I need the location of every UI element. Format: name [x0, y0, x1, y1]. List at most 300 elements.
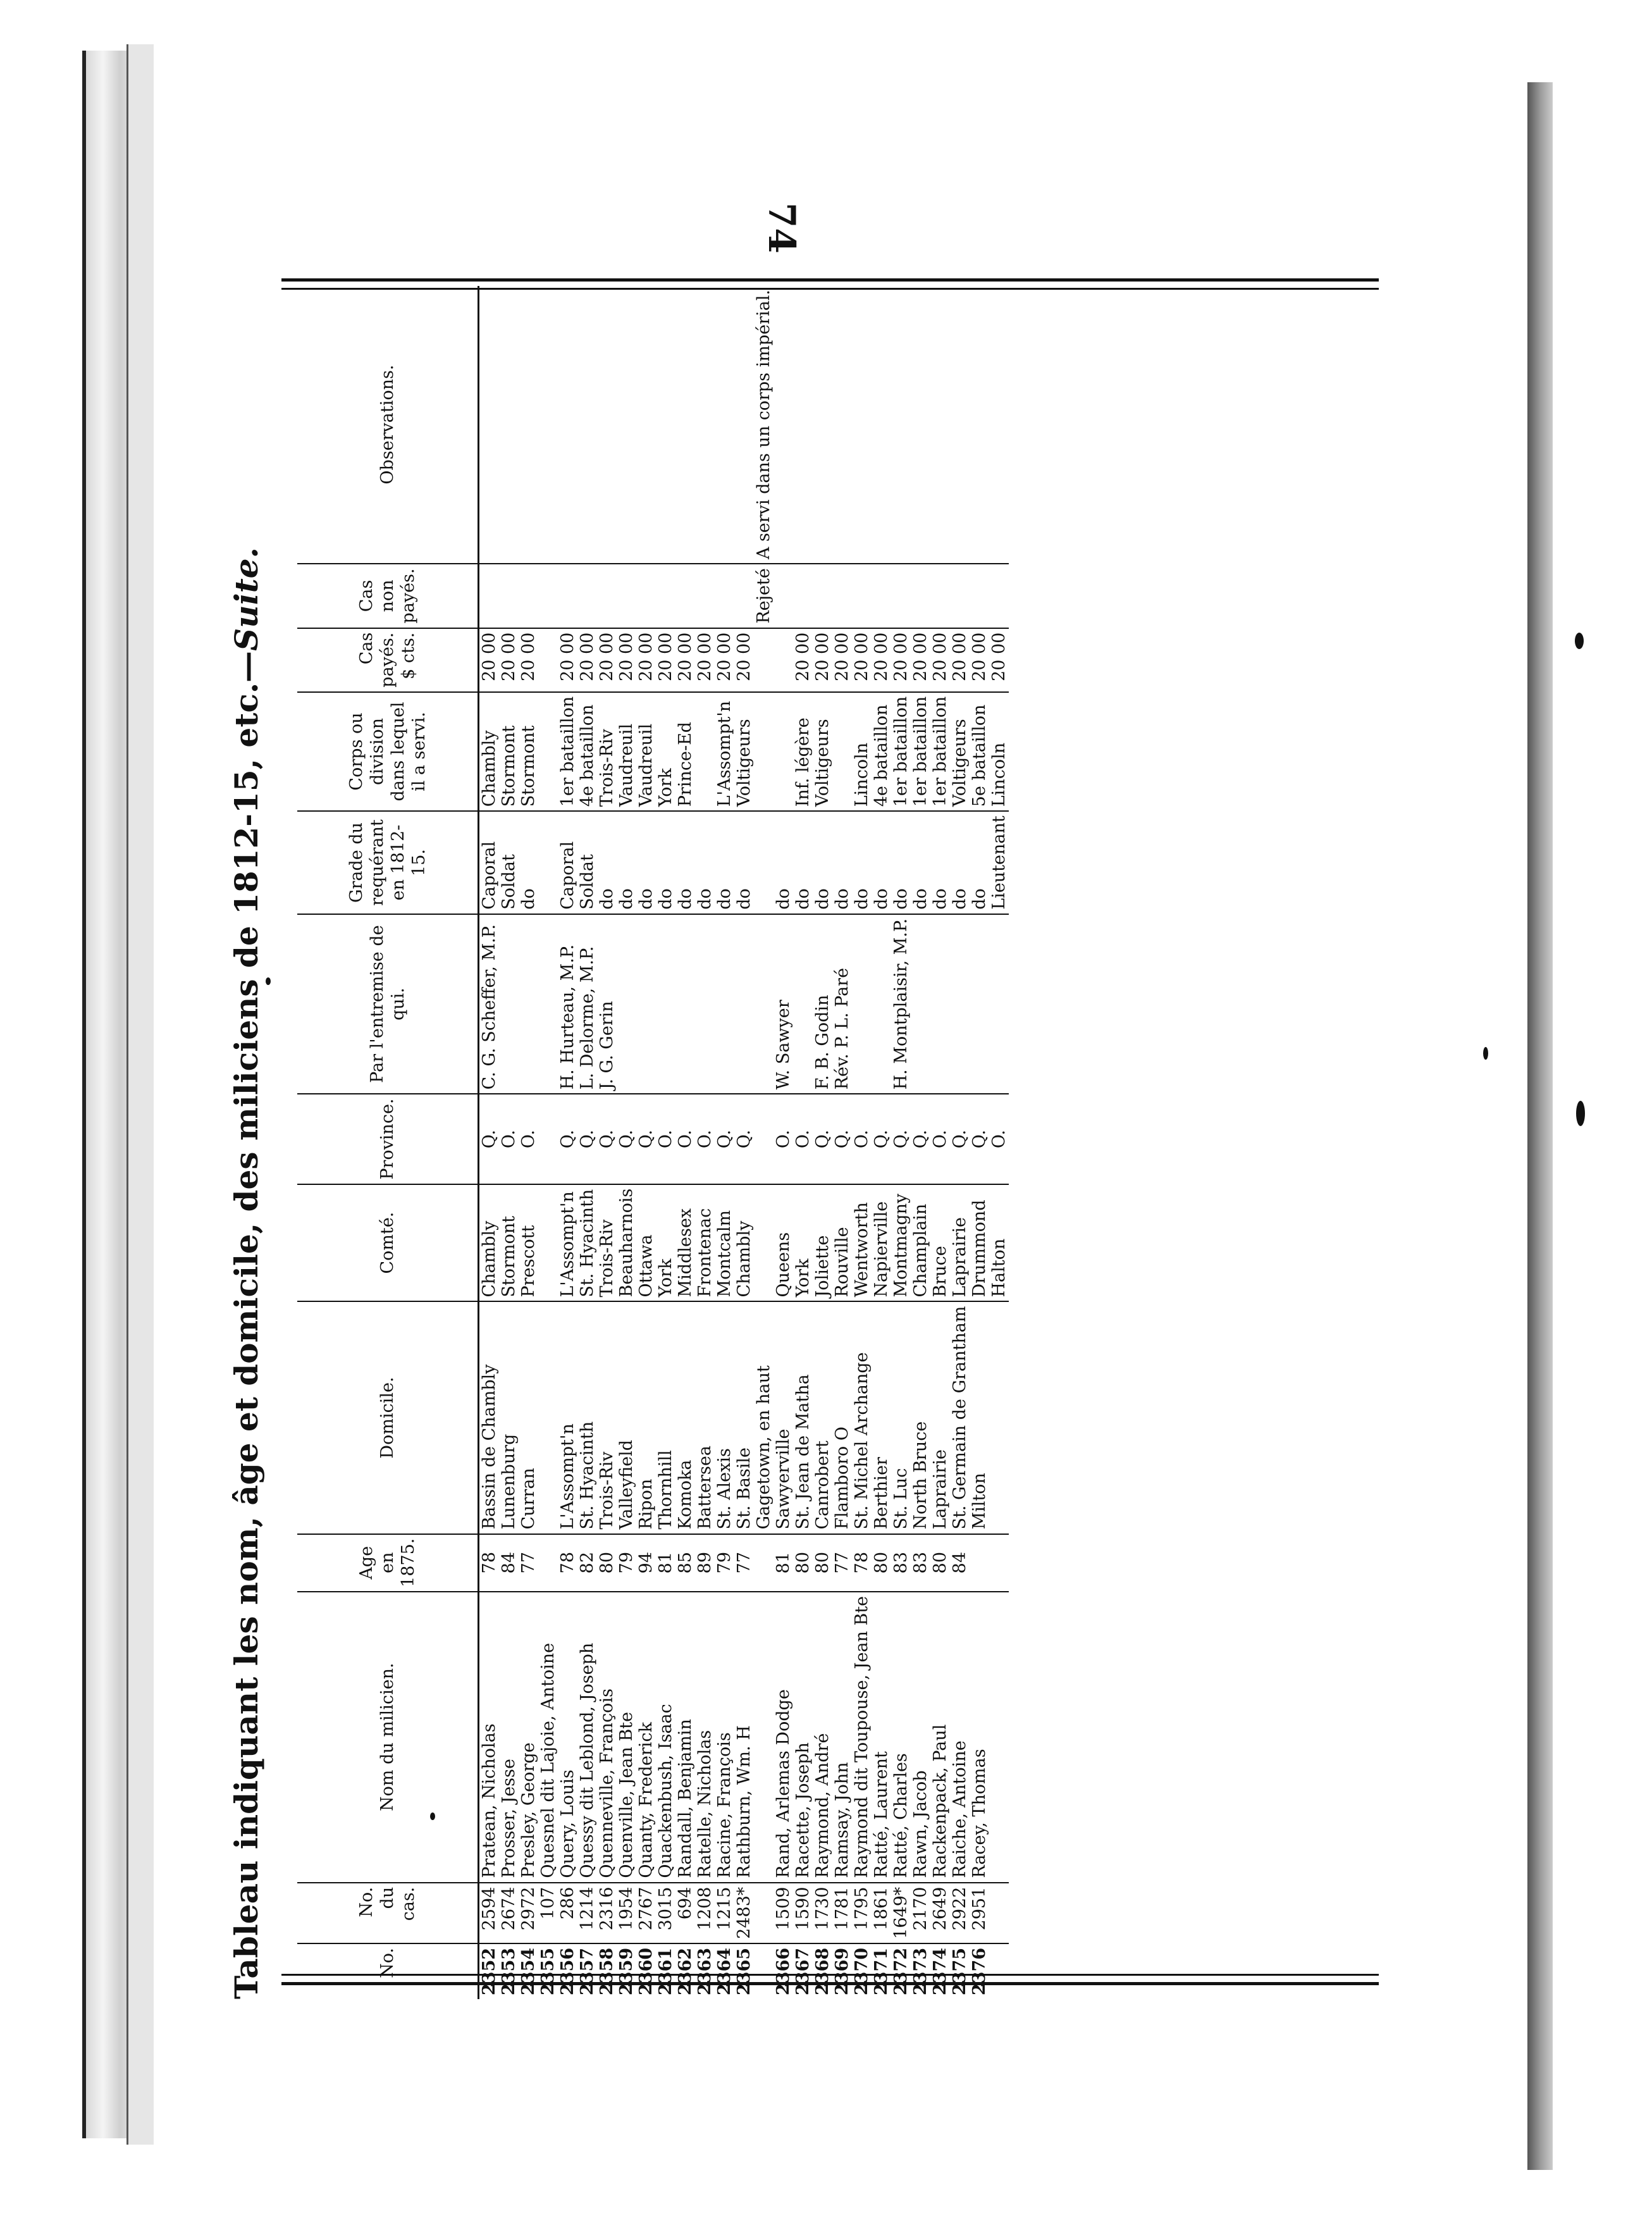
table-row	[754, 286, 774, 1999]
cell-age: 79	[617, 1534, 636, 1592]
col-header-par: Par l'entremise de qui.	[297, 914, 479, 1094]
cell-domicile: St. Alexis	[715, 1302, 734, 1534]
cell-nom: Raiche, Antoine	[950, 1592, 970, 1883]
cell-no-cas: 1954	[617, 1883, 636, 1943]
table-row	[970, 286, 989, 1999]
cell-par	[617, 914, 636, 1094]
table-row	[852, 286, 872, 1999]
cell-no	[989, 1943, 1009, 1999]
cell-grade	[538, 811, 558, 914]
cell-comte: St. Hyacinth	[577, 1184, 597, 1302]
cell-no-cas: 1861	[872, 1883, 891, 1943]
cell-grade: Lieutenant	[989, 811, 1009, 914]
table-row	[499, 286, 519, 1999]
cell-grade: do	[930, 811, 950, 914]
cell-age: 80	[813, 1534, 832, 1592]
cell-age: 80	[597, 1534, 617, 1592]
cell-domicile: North Bruce	[911, 1302, 930, 1534]
header-row	[297, 286, 479, 1999]
cell-domicile: Bassin de Chambly	[479, 1302, 500, 1534]
cell-province: O.	[852, 1094, 872, 1184]
cell-province: O.	[989, 1094, 1009, 1184]
payes-unit: $ cts.	[398, 632, 418, 679]
col-header-corps: Corps ou division dans lequel il a servi.	[297, 692, 479, 812]
cell-observations	[715, 286, 734, 564]
cell-age	[989, 1534, 1009, 1592]
cell-par	[793, 914, 813, 1094]
cell-nom: Ratté, Laurent	[872, 1592, 891, 1883]
table-row	[989, 286, 1009, 1999]
cell-payes: 20 00	[970, 628, 989, 692]
cell-no: 2355	[538, 1947, 558, 1995]
cell-province: Q.	[832, 1094, 852, 1184]
cell-nom: Quackenbush, Isaac	[656, 1592, 675, 1883]
table-row	[519, 286, 538, 1999]
cell-no-cas: 107	[538, 1883, 558, 1943]
cell-no-cas: 2483*	[734, 1883, 754, 1943]
cell-corps: Voltigeurs	[813, 692, 832, 812]
cell-nom: Rand, Arlemas Dodge	[774, 1592, 793, 1883]
scan-speck	[1483, 1047, 1488, 1060]
cell-corps: Lincoln	[989, 692, 1009, 812]
cell-nom: Quanty, Frederick	[636, 1592, 656, 1883]
page-title	[228, 291, 285, 1999]
cell-corps	[774, 692, 793, 812]
cell-grade: do	[734, 811, 754, 914]
cell-par	[734, 914, 754, 1094]
cell-non-payes	[499, 564, 519, 628]
cell-payes: 20 00	[950, 628, 970, 692]
cell-no: 2366	[774, 1947, 793, 1995]
cell-no: 2370	[852, 1947, 872, 1995]
cell-nom: Quenville, Jean Bte	[617, 1592, 636, 1883]
cell-payes	[754, 628, 774, 692]
table-row	[538, 286, 558, 1999]
table-row	[872, 286, 891, 1999]
cell-nom: Quesnel dit Lajoie, Antoine	[538, 1592, 558, 1883]
cell-grade: do	[950, 811, 970, 914]
cell-province: Q.	[872, 1094, 891, 1184]
cell-comte: Frontenac	[695, 1184, 715, 1302]
table-row	[715, 286, 734, 1999]
cell-province: Q.	[970, 1094, 989, 1184]
cell-province: O.	[499, 1094, 519, 1184]
cell-observations	[872, 286, 891, 564]
cell-no-cas: 3015	[656, 1883, 675, 1943]
cell-age: 89	[695, 1534, 715, 1592]
col-header-no-cas: No. du cas.	[297, 1883, 479, 1943]
cell-domicile: Canrobert	[813, 1302, 832, 1534]
cell-province: O.	[774, 1094, 793, 1184]
payes-label: Cas payés.	[357, 632, 397, 688]
cell-province: Q.	[813, 1094, 832, 1184]
cell-corps: Vaudreuil	[636, 692, 656, 812]
scan-speck	[1576, 1101, 1585, 1126]
table-row	[636, 286, 656, 1999]
cell-domicile: Thornhill	[656, 1302, 675, 1534]
cell-domicile	[538, 1302, 558, 1534]
cell-payes: 20 00	[617, 628, 636, 692]
cell-grade: do	[617, 811, 636, 914]
cell-grade: Caporal	[479, 811, 500, 914]
cell-no: 2356	[558, 1947, 577, 1995]
cell-no: 2361	[656, 1947, 675, 1995]
cell-comte: Trois-Riv	[597, 1184, 617, 1302]
cell-non-payes	[989, 564, 1009, 628]
cell-non-payes	[715, 564, 734, 628]
cell-par	[911, 914, 930, 1094]
cell-age: 77	[734, 1534, 754, 1592]
cell-domicile: St. Hyacinth	[577, 1302, 597, 1534]
cell-corps: 1er bataillon	[891, 692, 911, 812]
cell-comte: Chambly	[734, 1184, 754, 1302]
cell-non-payes	[911, 564, 930, 628]
col-header-grade: Grade du requérant en 1812-15.	[297, 811, 479, 914]
table-row	[891, 286, 911, 1999]
cell-corps: Inf. légère	[793, 692, 813, 812]
cell-no-cas: 694	[675, 1883, 695, 1943]
cell-payes: 20 00	[852, 628, 872, 692]
cell-observations	[617, 286, 636, 564]
cell-non-payes	[813, 564, 832, 628]
cell-age: 84	[499, 1534, 519, 1592]
cell-observations	[558, 286, 577, 564]
cell-non-payes	[852, 564, 872, 628]
cell-corps: 1er bataillon	[911, 692, 930, 812]
cell-payes: 20 00	[891, 628, 911, 692]
cell-domicile: St. Basile	[734, 1302, 754, 1534]
cell-nom: Raymond, André	[813, 1592, 832, 1883]
cell-comte: Stormont	[499, 1184, 519, 1302]
cell-no-cas: 2594	[479, 1883, 500, 1943]
cell-nom: Rackenpack, Paul	[930, 1592, 950, 1883]
cell-non-payes	[519, 564, 538, 628]
table-row	[911, 286, 930, 1999]
cell-no: 2375	[950, 1947, 970, 1995]
cell-par	[656, 914, 675, 1094]
cell-par: H. Montplaisir, M.P.	[891, 914, 911, 1094]
cell-no: 2371	[872, 1947, 891, 1995]
cell-comte: Middlesex	[675, 1184, 695, 1302]
cell-observations	[989, 286, 1009, 564]
cell-payes: 20 00	[499, 628, 519, 692]
cell-province: Q.	[597, 1094, 617, 1184]
cell-observations	[597, 286, 617, 564]
cell-domicile: St. Germain de Grantham	[950, 1302, 970, 1534]
cell-domicile: L'Assompt'n	[558, 1302, 577, 1534]
cell-par	[636, 914, 656, 1094]
cell-age: 78	[558, 1534, 577, 1592]
cell-no: 2363	[695, 1947, 715, 1995]
cell-observations	[479, 286, 500, 564]
cell-nom: Raymond dit Toupouse, Jean Bte	[852, 1592, 872, 1883]
rotated-table-block	[228, 278, 1366, 2024]
table-row	[930, 286, 950, 1999]
cell-par: H. Hurteau, M.P.	[558, 914, 577, 1094]
cell-corps: Stormont	[519, 692, 538, 812]
cell-nom: Prosser, Jesse	[499, 1592, 519, 1883]
cell-corps: 4e bataillon	[872, 692, 891, 812]
cell-no: 2362	[675, 1947, 695, 1995]
cell-age: 79	[715, 1534, 734, 1592]
cell-domicile: Komoka	[675, 1302, 695, 1534]
cell-non-payes	[872, 564, 891, 628]
cell-payes: 20 00	[577, 628, 597, 692]
cell-no-cas: 1649*	[891, 1883, 911, 1943]
table-row	[558, 286, 577, 1999]
cell-province: O.	[656, 1094, 675, 1184]
cell-comte: Wentworth	[852, 1184, 872, 1302]
cell-province: O.	[695, 1094, 715, 1184]
cell-comte: Joliette	[813, 1184, 832, 1302]
col-header-nom: Nom du milicien.	[297, 1592, 479, 1883]
cell-grade	[754, 811, 774, 914]
title-suite: Suite.	[228, 547, 265, 651]
cell-par: W. Sawyer	[774, 914, 793, 1094]
cell-nom: Rathburn, Wm. H	[734, 1592, 754, 1883]
cell-domicile: Curran	[519, 1302, 538, 1534]
cell-corps: Trois-Riv	[597, 692, 617, 812]
cell-province: O.	[675, 1094, 695, 1184]
cell-age: 83	[911, 1534, 930, 1592]
cell-age: 82	[577, 1534, 597, 1592]
cell-corps: 1er bataillon	[930, 692, 950, 812]
cell-domicile: St. Jean de Matha	[793, 1302, 813, 1534]
cell-comte: Champlain	[911, 1184, 930, 1302]
cell-non-payes	[675, 564, 695, 628]
militia-table	[297, 286, 1009, 1999]
table-row	[832, 286, 852, 1999]
cell-nom: Ratté, Charles	[891, 1592, 911, 1883]
cell-age	[970, 1534, 989, 1592]
cell-province	[754, 1094, 774, 1184]
col-header-non-payes: Cas non payés.	[297, 564, 479, 628]
cell-no-cas: 1214	[577, 1883, 597, 1943]
cell-no-cas: 1590	[793, 1883, 813, 1943]
cell-no: 2365	[734, 1947, 754, 1995]
cell-payes: 20 00	[911, 628, 930, 692]
cell-par	[499, 914, 519, 1094]
col-header-observations: Observations.	[297, 286, 479, 564]
cell-observations	[950, 286, 970, 564]
cell-non-payes	[734, 564, 754, 628]
cell-province: Q.	[734, 1094, 754, 1184]
cell-no: 2369	[832, 1947, 852, 1995]
cell-observations	[813, 286, 832, 564]
cell-comte: Drummond	[970, 1184, 989, 1302]
cell-grade: Caporal	[558, 811, 577, 914]
cell-age: 78	[479, 1534, 500, 1592]
cell-no: 2372	[891, 1947, 911, 1995]
cell-province: Q.	[950, 1094, 970, 1184]
cell-domicile	[989, 1302, 1009, 1534]
cell-payes: 20 00	[715, 628, 734, 692]
cell-par	[695, 914, 715, 1094]
cell-corps	[832, 692, 852, 812]
cell-non-payes	[558, 564, 577, 628]
table-row	[617, 286, 636, 1999]
cell-province: O.	[519, 1094, 538, 1184]
cell-non-payes	[636, 564, 656, 628]
cell-no-cas: 1215	[715, 1883, 734, 1943]
cell-observations	[675, 286, 695, 564]
cell-non-payes: Rejeté	[754, 564, 774, 628]
cell-non-payes	[479, 564, 500, 628]
cell-payes: 20 00	[793, 628, 813, 692]
cell-corps: 4e bataillon	[577, 692, 597, 812]
table-row	[950, 286, 970, 1999]
cell-par: C. G. Scheffer, M.P.	[479, 914, 500, 1094]
cell-corps: Prince-Ed	[675, 692, 695, 812]
cell-province: Q.	[891, 1094, 911, 1184]
cell-corps: Vaudreuil	[617, 692, 636, 812]
cell-comte: Queens	[774, 1184, 793, 1302]
cell-no: 2374	[930, 1947, 950, 1995]
cell-grade: do	[832, 811, 852, 914]
cell-non-payes	[695, 564, 715, 628]
cell-no-cas: 1795	[852, 1883, 872, 1943]
cell-no	[754, 1943, 774, 1999]
col-header-comte: Comté.	[297, 1184, 479, 1302]
cell-corps: L'Assompt'n	[715, 692, 734, 812]
cell-non-payes	[656, 564, 675, 628]
cell-no-cas: 1730	[813, 1883, 832, 1943]
cell-no: 2359	[617, 1947, 636, 1995]
cell-comte: L'Assompt'n	[558, 1184, 577, 1302]
cell-payes: 20 00	[656, 628, 675, 692]
cell-no-cas: 2316	[597, 1883, 617, 1943]
cell-payes	[774, 628, 793, 692]
cell-comte: Bruce	[930, 1184, 950, 1302]
cell-payes: 20 00	[832, 628, 852, 692]
cell-no-cas: 2922	[950, 1883, 970, 1943]
cell-no-cas: 1781	[832, 1883, 852, 1943]
cell-grade: do	[793, 811, 813, 914]
cell-observations	[852, 286, 872, 564]
cell-payes: 20 00	[989, 628, 1009, 692]
cell-age	[754, 1534, 774, 1592]
cell-grade: do	[675, 811, 695, 914]
cell-par	[970, 914, 989, 1094]
cell-par	[519, 914, 538, 1094]
cell-province	[538, 1094, 558, 1184]
table-row	[656, 286, 675, 1999]
table-row	[774, 286, 793, 1999]
cell-payes	[538, 628, 558, 692]
cell-non-payes	[538, 564, 558, 628]
cell-province: Q.	[479, 1094, 500, 1184]
cell-corps: 5e bataillon	[970, 692, 989, 812]
cell-comte: Rouville	[832, 1184, 852, 1302]
cell-no: 2352	[479, 1947, 499, 1995]
cell-observations: A servi dans un corps impérial.	[754, 286, 774, 564]
cell-observations	[891, 286, 911, 564]
table-row	[793, 286, 813, 1999]
table-row	[597, 286, 617, 1999]
cell-comte: York	[656, 1184, 675, 1302]
cell-par	[989, 914, 1009, 1094]
cell-domicile: Milton	[970, 1302, 989, 1534]
cell-domicile: Sawyerville	[774, 1302, 793, 1534]
cell-domicile: Gagetown, en haut	[754, 1302, 774, 1534]
cell-no-cas	[754, 1883, 774, 1943]
cell-nom: Racette, Joseph	[793, 1592, 813, 1883]
cell-comte: Chambly	[479, 1184, 500, 1302]
cell-observations	[832, 286, 852, 564]
cell-payes: 20 00	[930, 628, 950, 692]
cell-domicile: Berthier	[872, 1302, 891, 1534]
cell-grade: Soldat	[577, 811, 597, 914]
cell-nom	[754, 1592, 774, 1883]
table-body	[479, 286, 1009, 1999]
cell-non-payes	[970, 564, 989, 628]
cell-nom: Quenneville, François	[597, 1592, 617, 1883]
cell-observations	[774, 286, 793, 564]
cell-nom: Pratean, Nicholas	[479, 1592, 500, 1883]
cell-non-payes	[774, 564, 793, 628]
cell-comte: Montcalm	[715, 1184, 734, 1302]
cell-corps	[754, 692, 774, 812]
cell-comte: Ottawa	[636, 1184, 656, 1302]
col-header-age: Age en 1875.	[297, 1534, 479, 1592]
scan-speck	[1575, 633, 1584, 649]
cell-domicile: Lunenburg	[499, 1302, 519, 1534]
cell-observations	[734, 286, 754, 564]
cell-age: 78	[852, 1534, 872, 1592]
cell-no: 2373	[911, 1947, 930, 1995]
cell-no-cas: 1208	[695, 1883, 715, 1943]
cell-par	[715, 914, 734, 1094]
cell-no: 2357	[577, 1947, 597, 1995]
cell-domicile: Laprairie	[930, 1302, 950, 1534]
cell-grade: do	[519, 811, 538, 914]
cell-non-payes	[950, 564, 970, 628]
cell-age: 77	[519, 1534, 538, 1592]
cell-comte: Napierville	[872, 1184, 891, 1302]
cell-non-payes	[891, 564, 911, 628]
cell-age: 77	[832, 1534, 852, 1592]
cell-corps	[695, 692, 715, 812]
cell-nom: Randall, Benjamin	[675, 1592, 695, 1883]
cell-observations	[793, 286, 813, 564]
cell-no-cas: 2767	[636, 1883, 656, 1943]
cell-nom: Rawn, Jacob	[911, 1592, 930, 1883]
cell-no-cas: 2649	[930, 1883, 950, 1943]
cell-grade: do	[597, 811, 617, 914]
cell-payes: 20 00	[734, 628, 754, 692]
cell-par	[538, 914, 558, 1094]
col-header-domicile: Domicile.	[297, 1302, 479, 1534]
title-text: Tableau indiquant les nom, âge et domicile, des miliciens de 1812-15, etc.—	[228, 650, 265, 1999]
cell-comte: Beauharnois	[617, 1184, 636, 1302]
col-header-payes	[297, 628, 479, 692]
cell-corps: Lincoln	[852, 692, 872, 812]
cell-payes: 20 00	[597, 628, 617, 692]
cell-no: 2358	[597, 1947, 617, 1995]
col-header-province: Province.	[297, 1094, 479, 1184]
cell-payes: 20 00	[479, 628, 500, 692]
cell-no-cas: 2170	[911, 1883, 930, 1943]
cell-province: O.	[930, 1094, 950, 1184]
cell-no: 2376	[970, 1947, 989, 1995]
cell-observations	[695, 286, 715, 564]
cell-grade: do	[911, 811, 930, 914]
cell-age: 94	[636, 1534, 656, 1592]
cell-payes: 20 00	[636, 628, 656, 692]
cell-corps: Voltigeurs	[950, 692, 970, 812]
cell-comte: Laprairie	[950, 1184, 970, 1302]
cell-payes: 20 00	[872, 628, 891, 692]
